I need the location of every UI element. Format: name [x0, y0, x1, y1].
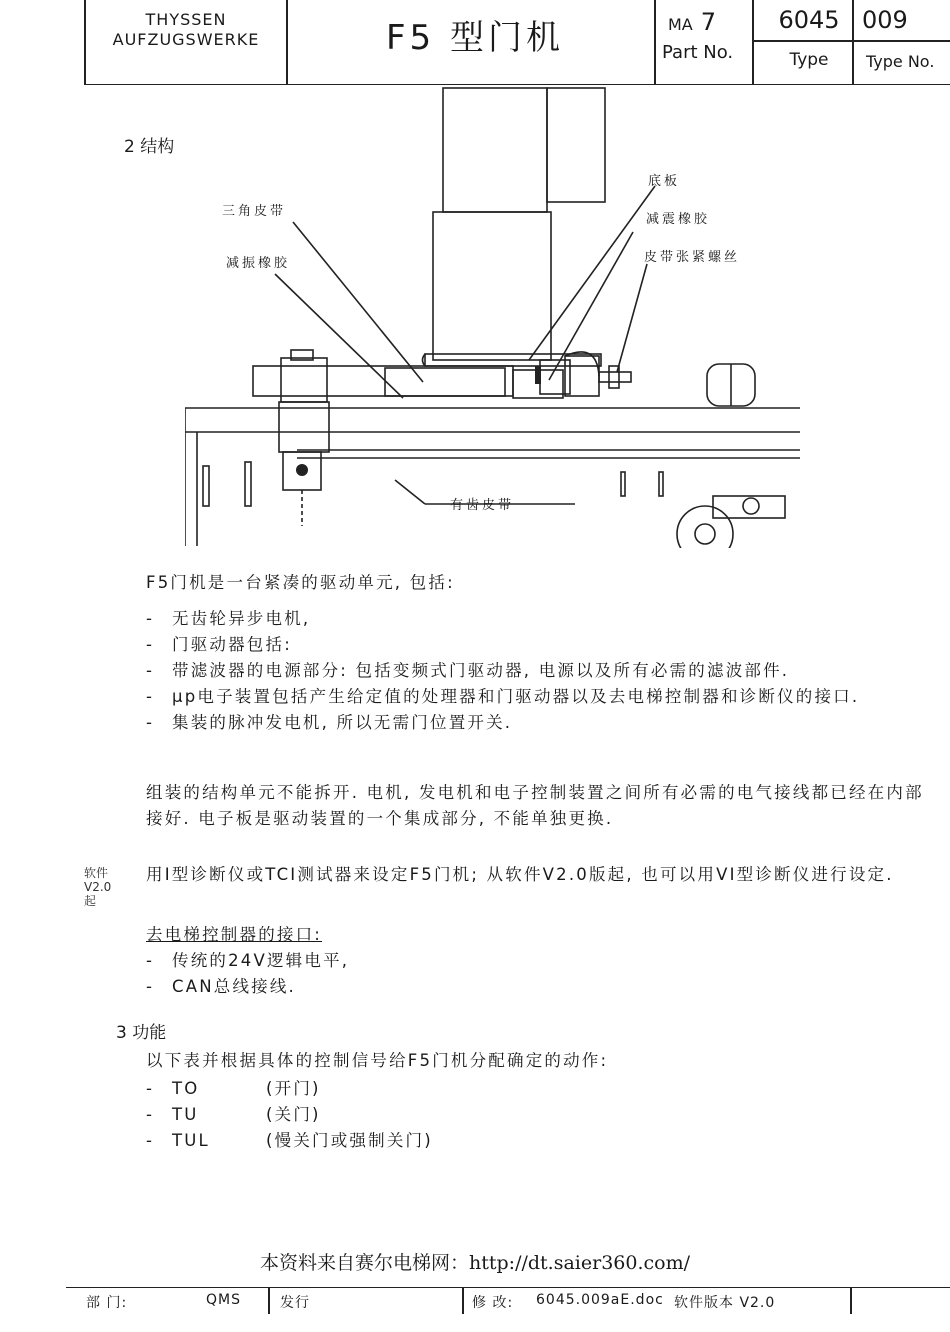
list-item: - μp电子装置包括产生给定值的处理器和门驱动器以及去电梯控制器和诊断仪的接口. [146, 687, 860, 706]
list-item: - TO (开门) [146, 1079, 321, 1098]
company-line: AUFZUGSWERKE [112, 30, 260, 49]
signal-list [146, 1076, 433, 1154]
section-3-heading: 3 功能 [116, 1023, 167, 1043]
label-damping-rubber-left: 减振橡胶 [226, 256, 291, 271]
footer-divider [268, 1288, 270, 1314]
list-item: - CAN总线接线. [146, 977, 296, 996]
motor-upper [443, 88, 547, 212]
section-2-intro: F5门机是一台紧凑的驱动单元, 包括: [146, 573, 455, 592]
file-name: 6045.009aE.doc [536, 1292, 664, 1308]
section-2-heading: 2 结构 [124, 137, 175, 157]
component-list [146, 606, 926, 736]
company-line: THYSSEN [145, 10, 227, 29]
label-base-plate: 底板 [648, 174, 681, 189]
type-no-value: 009 [862, 6, 908, 34]
document-title: F5 型门机 [386, 18, 564, 58]
label-damping-rubber-right: 减震橡胶 [646, 212, 711, 227]
list-item: - 传统的24V逻辑电平, [146, 951, 350, 970]
list-item: - 门驱动器包括: [146, 635, 292, 654]
type-label: Type [789, 50, 829, 70]
header-divider [852, 0, 854, 84]
margin-note: 软件 V2.0 起 [84, 866, 112, 908]
footer-divider [850, 1288, 852, 1314]
dept-label: 部 门: [86, 1295, 128, 1311]
header-divider [752, 0, 754, 84]
software-version: 软件版本 V2.0 [674, 1295, 776, 1311]
interface-heading: 去电梯控制器的接口: [146, 925, 323, 944]
company-name [86, 10, 286, 50]
source-watermark: 本资料来自赛尔电梯网：http://dt.saier360.com/ [260, 1252, 690, 1274]
part-no-label: Part No. [662, 42, 734, 63]
roller [677, 506, 733, 548]
section-3-intro: 以下表并根据具体的控制信号给F5门机分配确定的动作: [146, 1051, 609, 1070]
dept-value: QMS [206, 1292, 241, 1308]
label-belt-tension-screw: 皮带张紧螺丝 [644, 250, 741, 265]
revision-label: 修 改: [472, 1295, 514, 1311]
list-item: - 无齿轮异步电机, [146, 609, 311, 628]
footer-divider [462, 1288, 464, 1314]
motor-lower [433, 212, 551, 360]
ma-label: MA [668, 15, 693, 34]
ma-field [668, 8, 716, 36]
header-divider [752, 40, 950, 42]
header-divider [654, 0, 656, 84]
list-item: - 集装的脉冲发电机, 所以无需门位置开关. [146, 713, 513, 732]
type-value: 6045 [778, 6, 840, 34]
header-divider [286, 0, 288, 84]
list-item: - 带滤波器的电源部分: 包括变频式门驱动器, 电源以及所有必需的滤波部件. [146, 661, 790, 680]
ma-number: 7 [700, 8, 717, 36]
list-item: - TUL (慢关门或强制关门) [146, 1131, 433, 1150]
door-drive-diagram [185, 86, 800, 548]
document-footer [66, 1287, 950, 1314]
type-no-label: Type No. [866, 52, 935, 71]
section-2-para1: 组装的结构单元不能拆开. 电机, 发电机和电子控制装置之间所有必需的电气接线都已经在内部接好. 电子板是驱动装置的一个集成部分, 不能单独更换. [146, 783, 924, 828]
list-item: - TU (关门) [146, 1105, 321, 1124]
label-triangle-belt: 三角皮带 [222, 204, 287, 219]
status: 发行 [280, 1295, 310, 1311]
label-toothed-belt: 有齿皮带 [450, 498, 515, 513]
drive-bar [253, 366, 513, 396]
section-2-para2: 用I型诊断仪或TCI测试器来设定F5门机; 从软件V2.0版起, 也可以用VI型诊断仪进行设定. [146, 865, 894, 884]
interface-list [146, 948, 349, 1000]
motor-side [547, 88, 605, 202]
